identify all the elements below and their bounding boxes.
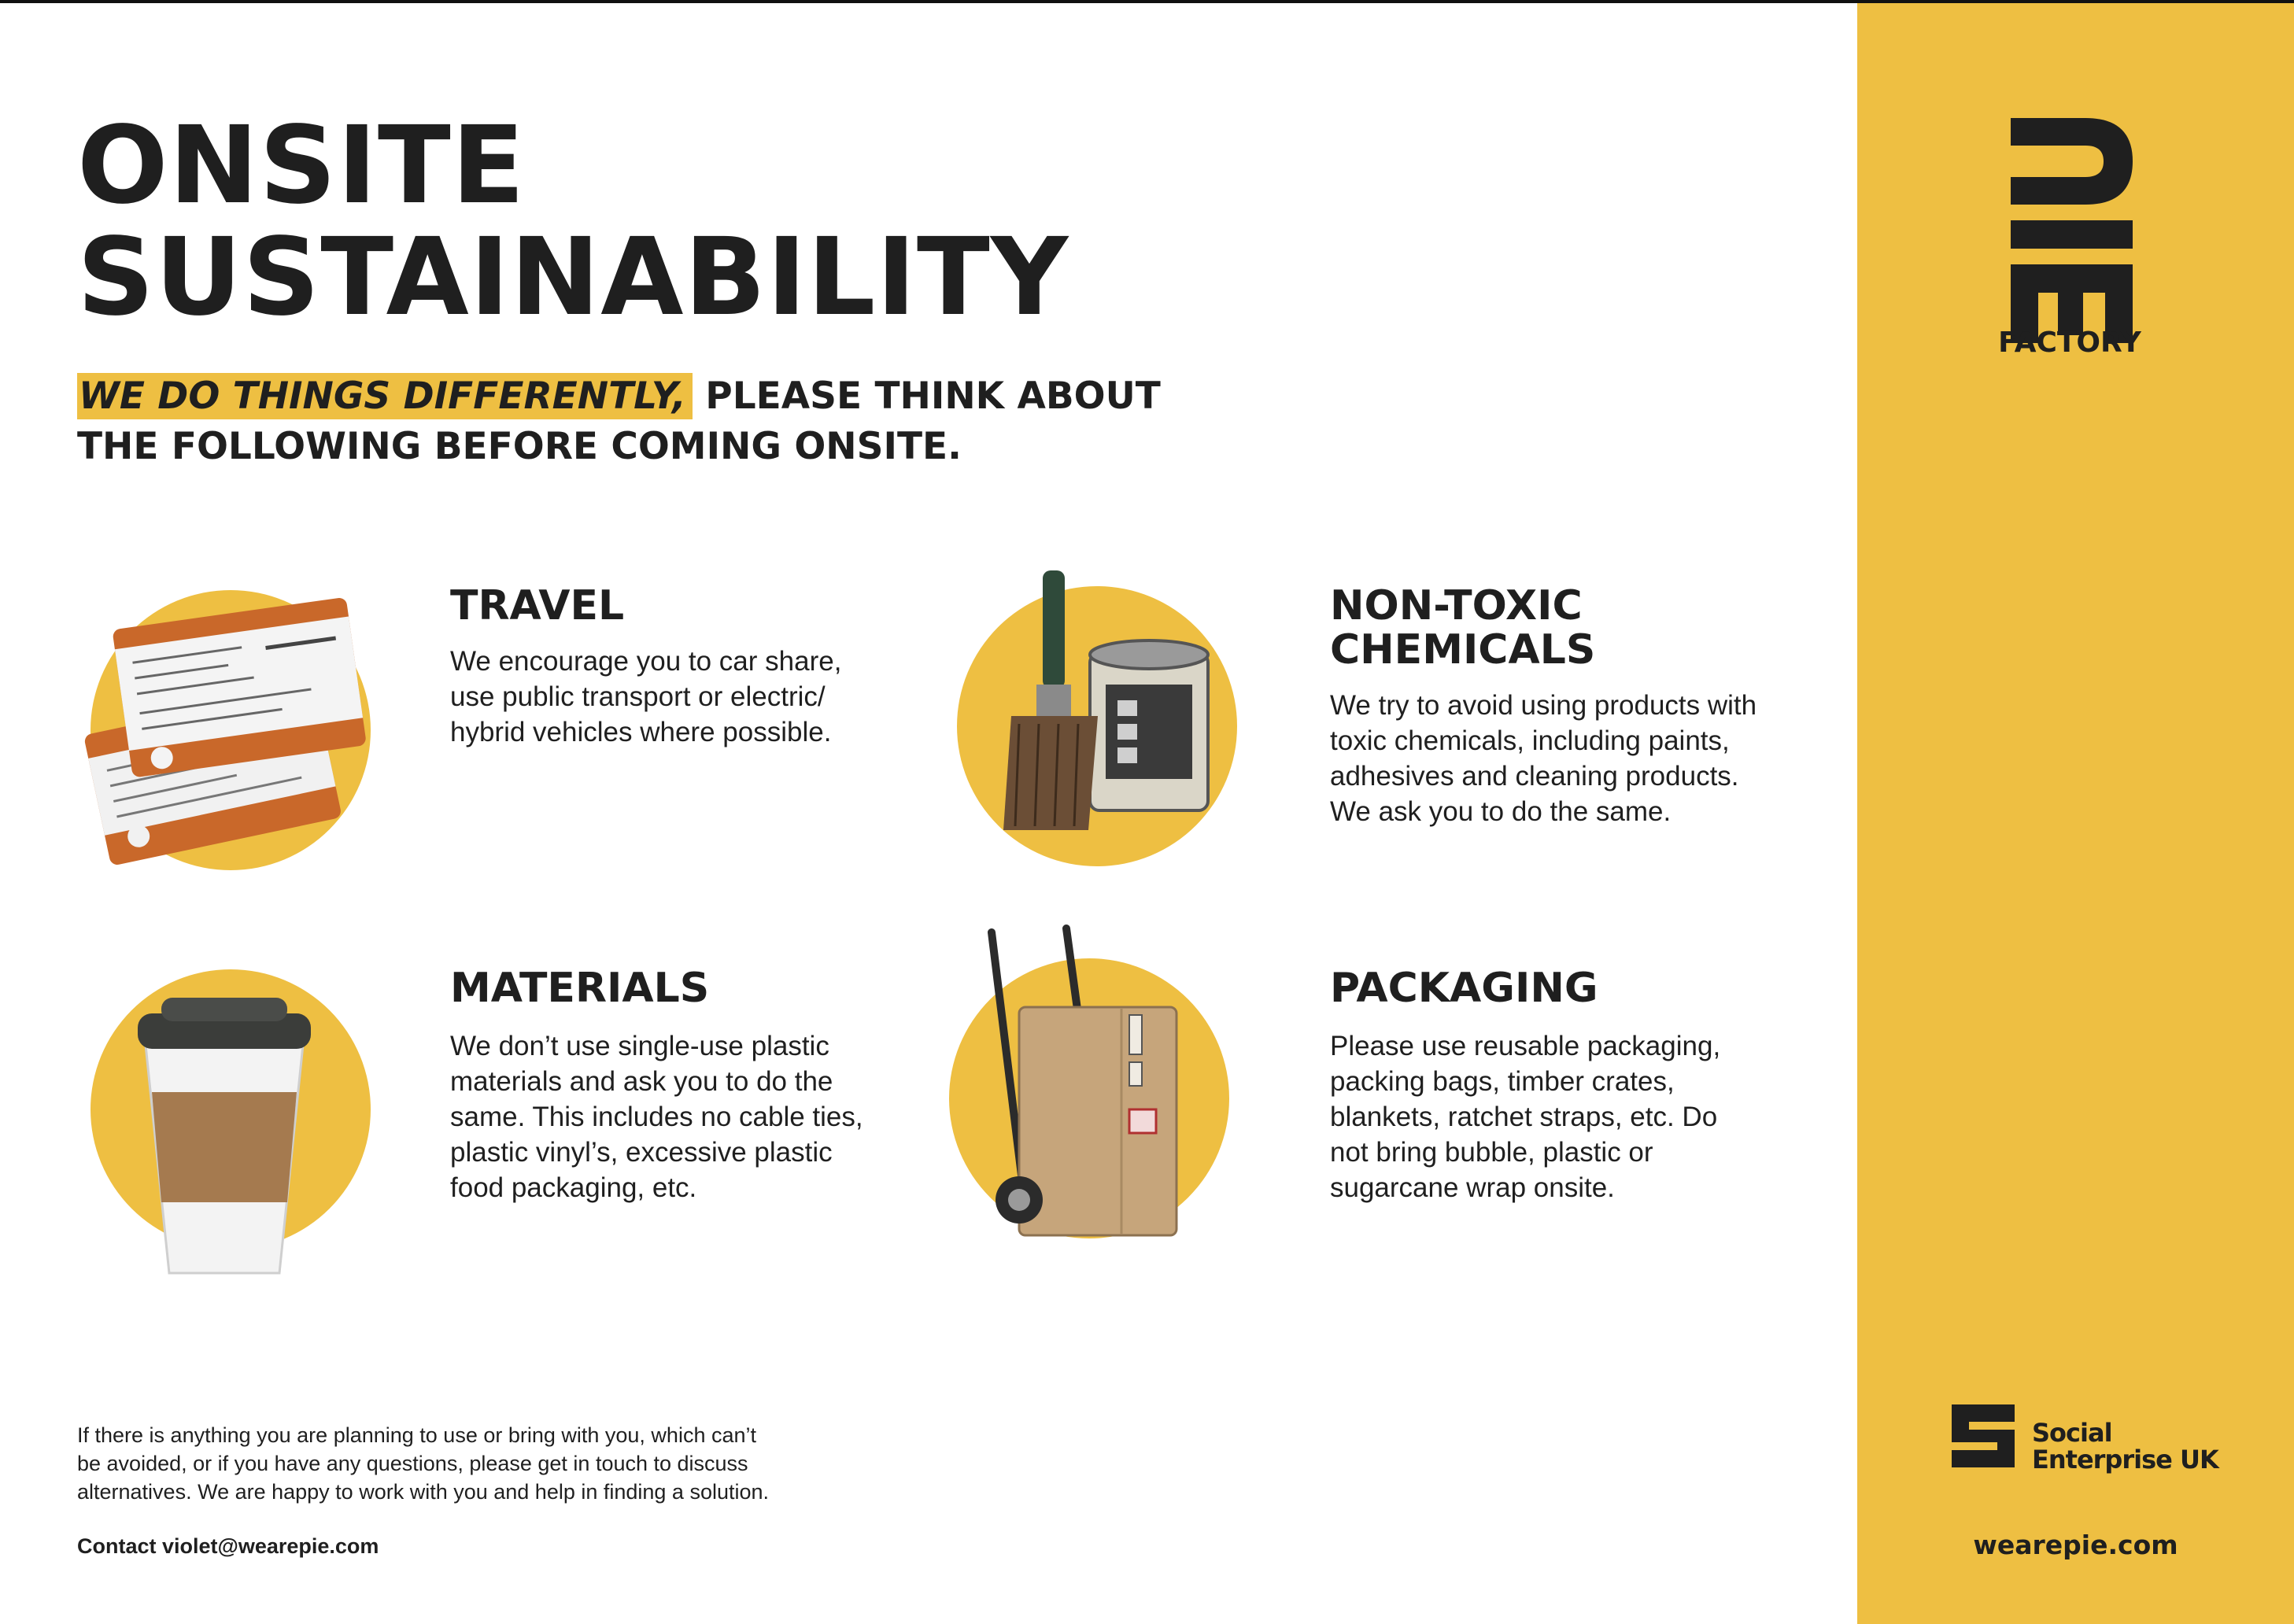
coffee-cup-icon: [130, 990, 319, 1281]
logo-factory-text: FACTORY: [1998, 327, 2141, 359]
paintbrush-and-tin-icon: [988, 567, 1224, 842]
title-line-2: SUSTAINABILITY: [77, 216, 1069, 340]
subtitle-highlight: WE DO THINGS DIFFERENTLY,: [77, 373, 693, 419]
subtitle-rest: PLEASE THINK ABOUT THE FOLLOWING BEFORE COMING ONSITE.: [77, 375, 1161, 468]
travel-heading: TRAVEL: [450, 582, 625, 629]
train-tickets-icon: [75, 598, 366, 866]
materials-heading: MATERIALS: [450, 965, 710, 1012]
partner-name: Social Enterprise UK: [2032, 1418, 2218, 1475]
website-link[interactable]: wearepie.com: [1973, 1530, 2178, 1560]
materials-body: We don’t use single-use plastic materials and ask you to do the same. This includes no cable ties, plastic vinyl’s, excessive plastic food packaging, etc.: [450, 1031, 863, 1203]
social-enterprise-logo-icon: [1944, 1397, 2022, 1475]
subtitle: [77, 371, 1179, 472]
packaging-heading: PACKAGING: [1330, 965, 1598, 1012]
chemicals-heading: NON-TOXIC CHEMICALS: [1330, 582, 1596, 674]
contact-email[interactable]: Contact violet@wearepie.com: [77, 1534, 379, 1558]
page-title: [77, 104, 1069, 340]
hand-truck-box-icon: [976, 921, 1236, 1251]
chemicals-body: We try to avoid using products with toxic chemicals, including paints, adhesives and cleaning products. We ask you to do the same.: [1330, 690, 1757, 827]
title-line-1: ONSITE: [77, 104, 526, 228]
pie-factory-logo-icon: [2011, 118, 2137, 362]
travel-body: We encourage you to car share, use public transport or electric/ hybrid vehicles where possible.: [450, 646, 842, 747]
packaging-body: Please use reusable packaging, packing bags, timber crates, blankets, ratchet straps, etc. Do not bring bubble, plastic or sugarcane wrap onsite.: [1330, 1031, 1721, 1203]
footer-note: If there is anything you are planning to use or bring with you, which can’t be avoided, or if you have any questions, please get in touch to discuss alternatives. We are happy to work with you and help in finding a solution.: [77, 1423, 770, 1504]
